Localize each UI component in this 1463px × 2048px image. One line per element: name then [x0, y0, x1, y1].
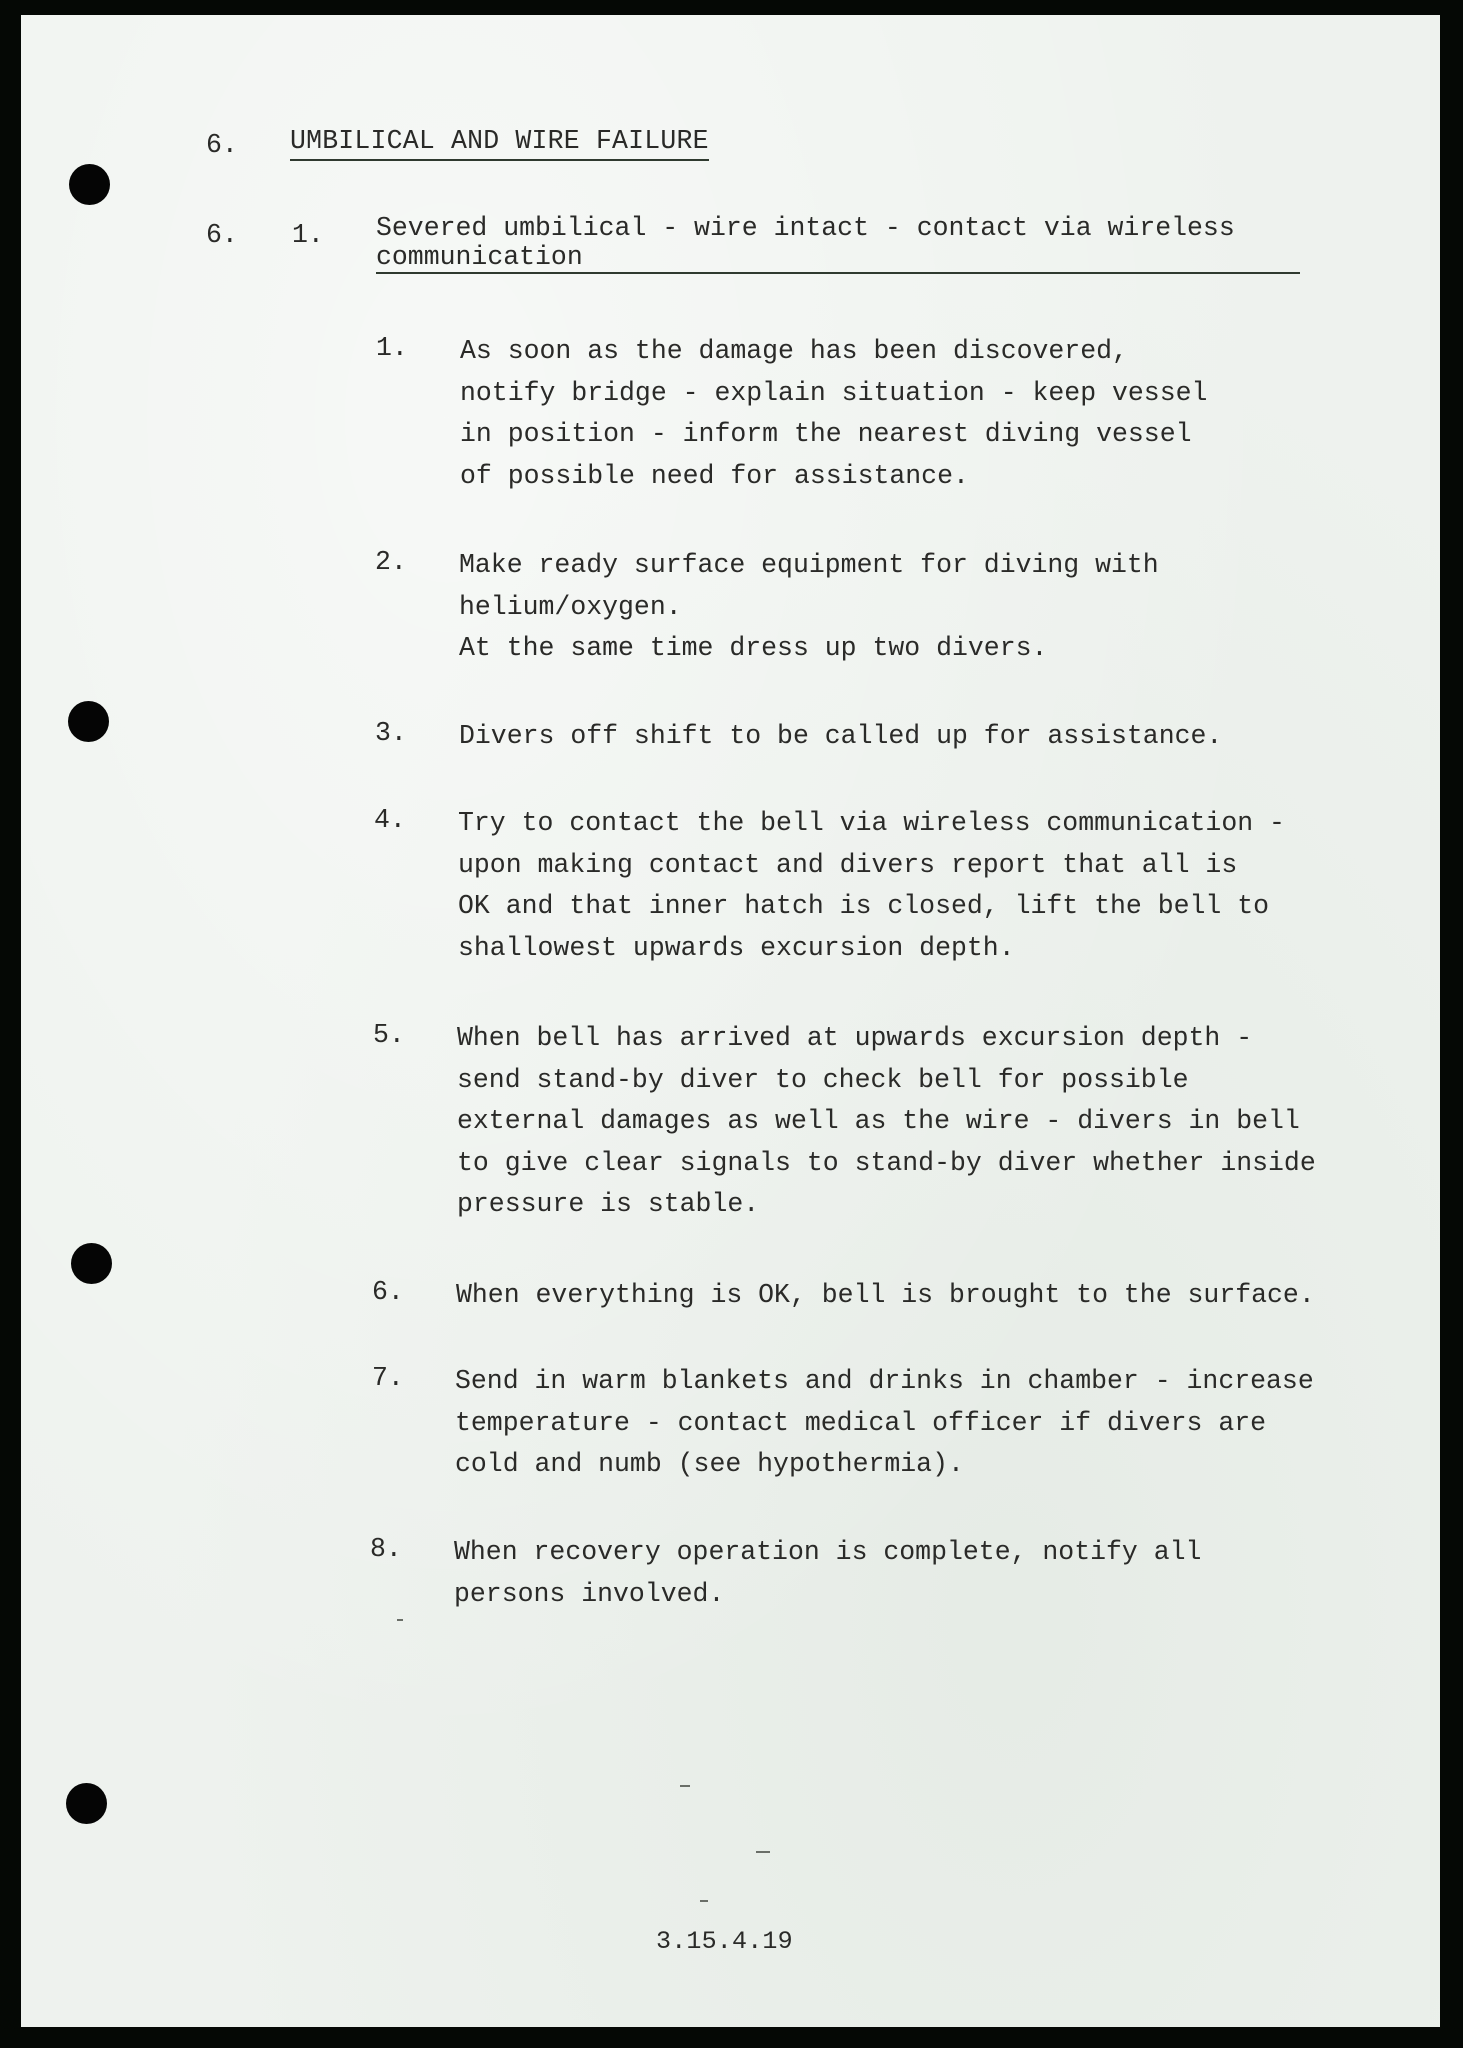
scan-speck	[680, 1785, 690, 1787]
step-7-text	[455, 1361, 1314, 1486]
step-number: 3.	[375, 718, 407, 748]
subsection-title-line: communication	[376, 242, 583, 272]
step-line: shallowest upwards excursion depth.	[458, 932, 1015, 963]
step-line: external damages as well as the wire - divers in bell	[457, 1106, 1300, 1136]
subsection-number: 6.	[206, 220, 238, 250]
step-number: 7.	[372, 1363, 404, 1393]
scan-speck	[700, 1900, 708, 1902]
step-line: temperature - contact medical officer if divers are	[455, 1407, 1267, 1438]
scan-speck	[756, 1851, 770, 1853]
subsection-title-line: Severed umbilical - wire intact - contact via wireless	[376, 213, 1235, 243]
subsection-title	[376, 214, 1300, 274]
step-number: 4.	[374, 805, 406, 835]
step-3-text	[459, 716, 1222, 758]
step-number: 6.	[372, 1277, 404, 1307]
step-line: cold and numb (see hypothermia).	[455, 1449, 964, 1479]
page-number: 3.15.4.19	[656, 1927, 793, 1956]
punch-hole-icon	[66, 1783, 107, 1824]
step-line: persons involved.	[454, 1578, 725, 1609]
scan-speck	[397, 1619, 403, 1621]
step-1-text	[460, 331, 1207, 497]
step-line: upon making contact and divers report that all is	[458, 849, 1238, 880]
punch-hole-icon	[69, 164, 110, 205]
step-line: send stand-by diver to check bell for possible	[457, 1064, 1189, 1095]
step-line: As soon as the damage has been discovered,	[460, 336, 1128, 366]
step-line: When everything is OK, bell is brought to the surface.	[456, 1280, 1315, 1310]
punch-hole-icon	[68, 701, 109, 742]
step-line: When recovery operation is complete, notify all	[454, 1537, 1202, 1567]
step-line: helium/oxygen.	[459, 591, 682, 622]
step-4-text	[458, 803, 1285, 969]
step-2-text	[459, 545, 1159, 670]
step-6-text	[456, 1275, 1315, 1317]
step-line: Try to contact the bell via wireless communication -	[458, 808, 1285, 838]
step-5-text	[457, 1018, 1316, 1226]
step-number: 2.	[375, 547, 407, 577]
step-line: in position - inform the nearest diving vessel	[460, 419, 1192, 449]
step-line: Make ready surface equipment for diving with	[459, 550, 1159, 580]
step-number: 1.	[376, 333, 408, 363]
step-line: to give clear signals to stand-by diver whether inside	[457, 1147, 1316, 1178]
step-line: notify bridge - explain situation - keep vessel	[460, 377, 1208, 408]
step-line: pressure is stable.	[457, 1189, 760, 1219]
punch-hole-icon	[71, 1243, 112, 1284]
step-number: 8.	[370, 1534, 402, 1564]
step-line: Send in warm blankets and drinks in chamber - increase	[455, 1366, 1314, 1396]
subsection-sub-number: 1.	[292, 220, 324, 250]
step-line: Divers off shift to be called up for assistance.	[459, 721, 1223, 751]
section-title: UMBILICAL AND WIRE FAILURE	[290, 124, 709, 161]
section-number: 6.	[206, 130, 238, 160]
step-number: 5.	[373, 1020, 405, 1050]
step-line: OK and that inner hatch is closed, lift the bell to	[458, 891, 1270, 921]
step-line: At the same time dress up two divers.	[459, 633, 1048, 663]
step-8-text	[454, 1532, 1201, 1615]
step-line: of possible need for assistance.	[460, 460, 969, 491]
step-line: When bell has arrived at upwards excursion depth -	[457, 1023, 1253, 1053]
